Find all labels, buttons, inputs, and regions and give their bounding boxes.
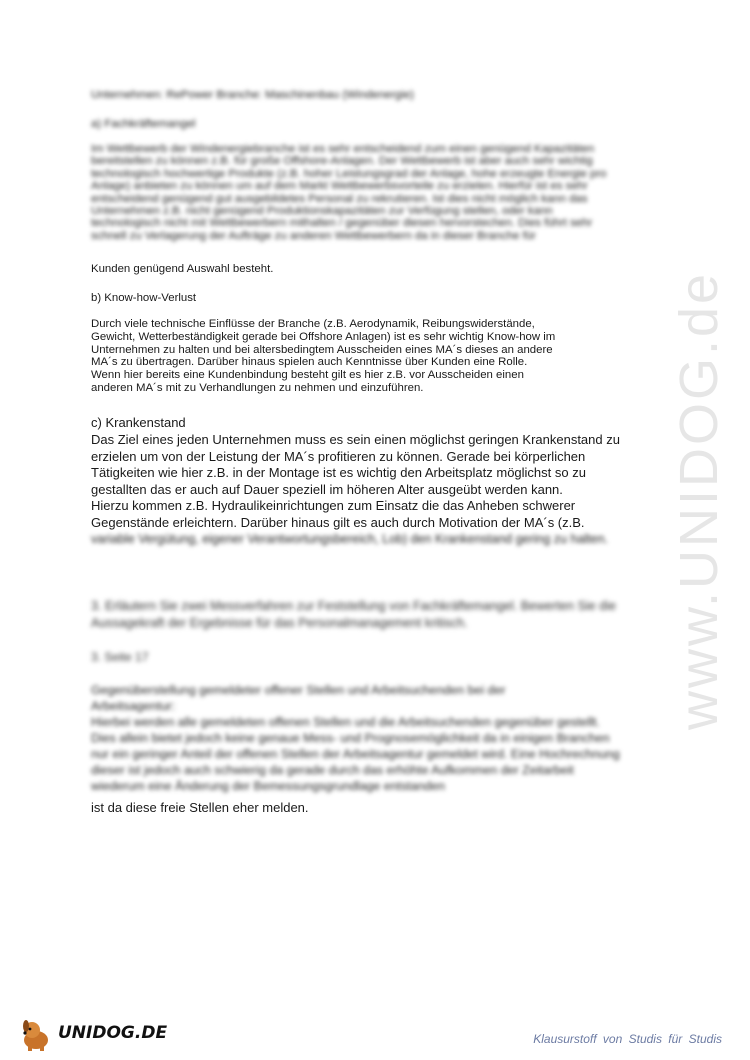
watermark-text: www.UNIDOG.de [669, 270, 729, 730]
unidog-logo [18, 1014, 168, 1054]
section-b-line: anderen MA´s mit zu Verhandlungen zu nehmen und einzuführen. [91, 381, 424, 394]
section-a-heading: a) Fachkräftemangel [91, 118, 196, 130]
footer-tagline: Klausurstoff von Studis für Studis [533, 1032, 722, 1046]
section-b-line: Durch viele technische Einflüsse der Branche (z.B. Aerodynamik, Reibungswiderstände, [91, 318, 535, 330]
section-b-heading: b) Know-how-Verlust [91, 292, 197, 304]
section-b-body [91, 318, 555, 395]
section-b-line: Wenn hier bereits eine Kundenbindung besteht gilt es hier z.B. vor Ausscheiden einen [91, 369, 524, 382]
section-b-line: Unternehmen zu halten und bei altersbedingtem Ausscheiden eines MA´s dieses an andere [91, 343, 553, 356]
section-c-line: Hierzu kommen z.B. Hydraulikeinrichtungen zum Einsatz die das Anheben schwerer [91, 498, 576, 514]
section-b-line: Gewicht, Wetterbeständigkeit gerade bei Offshore Anlagen) ist es sehr wichtig Know-how im [91, 330, 556, 343]
company-line: Unternehmen: RePower Branche: Maschinenbau (Windenergie) [91, 89, 414, 101]
section-c-line: Gegenstände erleichtern. Darüber hinaus gilt es auch durch Motivation der MA´s (z.B. [91, 514, 585, 530]
question-3-body-end: ist da diese freie Stellen eher melden. [91, 800, 309, 815]
section-a-text: Im Wettbewerb der Windenergiebranche ist es sehr entscheidend zum einen genügend Kapazitäten bereitstellen zu können z.B. für große Offshore-Anlagen. Der Wettbewerb ist aber auch sehr wichtig technologisch hochwertige Produkte (z.B. hoher Leistungsgrad der Anlage, hohe erzeugte Energie pro Anlage) anbieten zu können um auf dem Markt Wettbewerbsvorteile zu erzielen. Hierfür ist es sehr entscheidend genügend gut ausgebildetes Personal zu rekrutieren. Ist dies nicht möglich kann das Unternehmen z.B. nicht genügend Produktionskapazitäten zur Verfügung stellen, oder kann technologisch nicht mit Wettbewerbern mithalten / gegenüber diesen hervorstechen. Dies führt sehr schnell zu Verlagerung der Aufträge zu anderen Wettbewerbern da in dieser Branche für [91, 143, 607, 242]
section-c-line: gestallten das er auch auf Dauer speziell im höheren Alter ausgeübt werden kann. [91, 481, 563, 497]
question-3-page-ref: 3. Seite 17 [91, 650, 149, 664]
section-c-blurred-end: variable Vergütung, eigener Verantwortungsbereich, Lob) den Krankenstand gering zu halten. [91, 532, 609, 546]
section-b-line: MA´s zu übertragen. Darüber hinaus spielen auch Kenntnisse über Kunden eine Rolle. [91, 356, 528, 369]
question-3-body: Hierbei werden alle gemeldeten offenen Stellen und die Arbeitsuchenden gegenüber gestellt. Dies allein bietet jedoch keine genaue Mess- und Prognosemöglichkeit da in einigen Branchen nur ein geringer Anteil der offenen Stellen der Arbeitsagentur gemeldet wird. Eine Hochrechnung dieser ist jedoch auch schwierig da gerade durch das erhöhte Aufkommen der Zeitarbeit wiederum eine Änderung der Bemessungsgrundlage entstanden [91, 715, 620, 793]
question-3-text: 3. Erläutern Sie zwei Messverfahren zur Feststellung von Fachkräftemangel. Bewerten Sie die Aussagekraft der Ergebnisse für das Personalmanagement kritisch. [91, 599, 616, 630]
logo-text: UNIDOG.DE [58, 1023, 168, 1043]
section-c-heading: c) Krankenstand [91, 415, 186, 430]
question-3-subheading: Gegenüberstellung gemeldeter offener Stellen und Arbeitsuchenden bei der Arbeitsagentur: [91, 683, 506, 713]
section-a-text-end: Kunden genügend Auswahl besteht. [91, 263, 274, 275]
section-c-line: erzielen um von der Leistung der MA´s profitieren zu können. Gerade bei körperlichen [91, 448, 586, 464]
dog-icon [18, 1014, 58, 1054]
section-c-line: Tätigkeiten wie hier z.B. in der Montage ist es wichtig den Arbeitsplatz möglichst so zu [91, 465, 586, 481]
section-c-line: Das Ziel eines jeden Unternehmen muss es sein einen möglichst geringen Krankenstand zu [91, 432, 620, 447]
section-c-body [91, 432, 620, 532]
